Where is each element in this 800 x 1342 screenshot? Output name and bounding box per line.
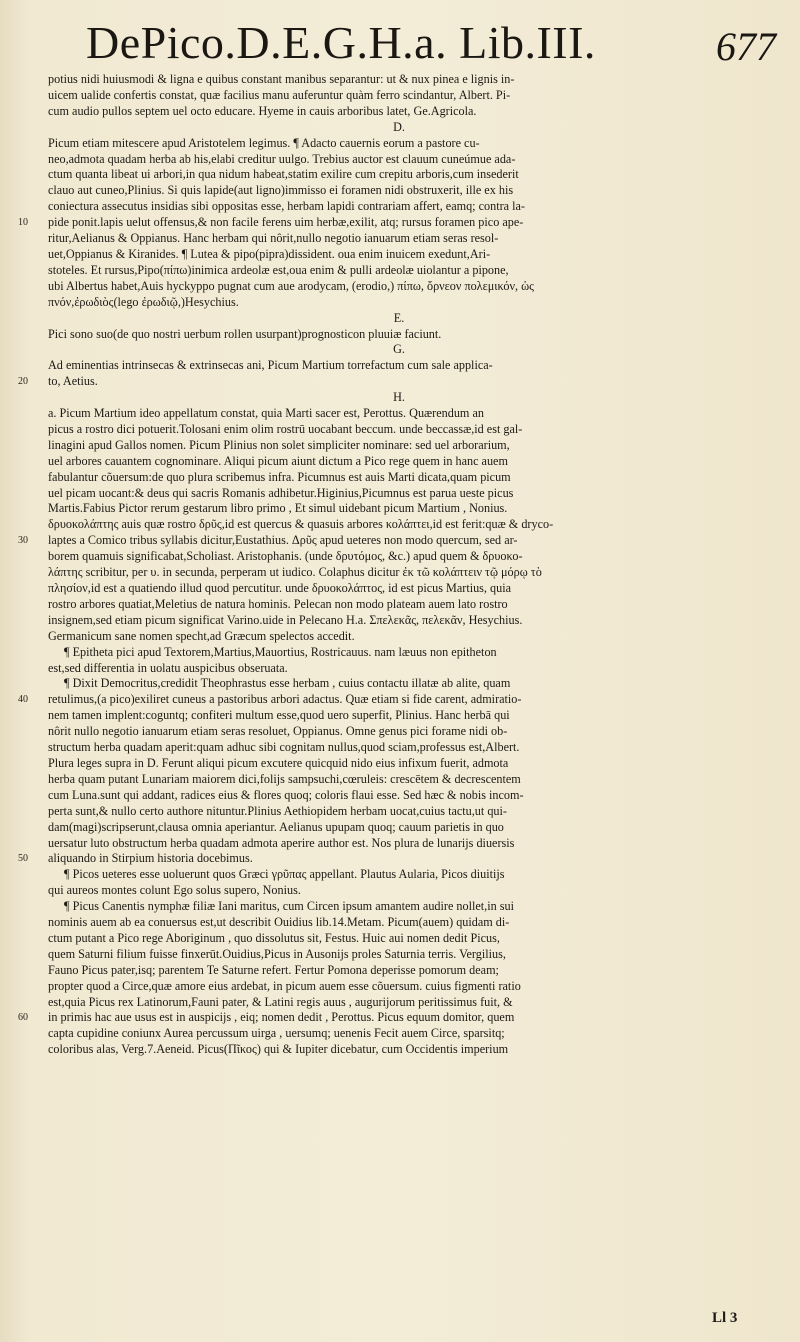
text-line bbox=[18, 708, 780, 724]
text-line bbox=[18, 565, 780, 581]
text-line bbox=[18, 963, 780, 979]
line-text: aliquando in Stirpium historia docebimus. bbox=[48, 851, 253, 866]
text-line bbox=[18, 295, 780, 311]
line-number: 20 bbox=[18, 376, 28, 388]
line-text: ¶ Dixit Democritus,credidit Theophrastus esse herbam , cuius contactu illatæ ab alite, quam bbox=[64, 676, 511, 691]
text-line bbox=[18, 724, 780, 740]
line-text: capta cupidine coniunx Aurea percussum uirga , uersumq; uenenis Fecit auem Circe, sparsitq; bbox=[48, 1026, 505, 1041]
line-text: structum herba quadam aperit:quam adhuc sibi cognitam nullus,quod sciam,professus est,Albert. bbox=[48, 740, 520, 755]
line-text: potius nidi huiusmodi & ligna e quibus constant manibus separantur: ut & nux pinea e lignis in- bbox=[48, 72, 515, 86]
text-line bbox=[18, 899, 780, 915]
line-text: ritur,Aelianus & Oppianus. Hanc herbam qui nôrit,nullo negotio ianuarum etiam seras resol- bbox=[48, 231, 499, 246]
text-line bbox=[18, 549, 780, 565]
line-text: retulimus,(a pico)exiliret cuneus a pastoribus arbori adactus. Quæ etiam si fide carent, admiratio- bbox=[48, 692, 522, 707]
line-text: to, Aetius. bbox=[48, 374, 98, 389]
text-line bbox=[18, 661, 780, 677]
page-header bbox=[86, 14, 776, 72]
text-line bbox=[18, 915, 780, 931]
text-line bbox=[18, 501, 780, 517]
text-line bbox=[18, 788, 780, 804]
line-text: est,sed differentia in uolatu auspicibus obseruata. bbox=[48, 660, 288, 675]
line-text: fabulantur cõuersum:de quo plura scribemus infra. Picumnus est auis Marti dicata,quam picum bbox=[48, 469, 511, 484]
text-line bbox=[18, 327, 780, 343]
text-line bbox=[18, 597, 780, 613]
line-text: a. Picum Martium ideo appellatum constat, quia Marti sacer est, Perottus. Quærendum an bbox=[48, 406, 484, 421]
line-text: E. bbox=[393, 310, 405, 325]
line-text: in primis hac aue usus est in auspicijs , eiq; nomen dedit , Perottus. Picus equum domitor, quem bbox=[48, 1010, 515, 1025]
text-line bbox=[18, 676, 780, 692]
line-text: Germanicum sane nomen specht,ad Græcum spelectos accedit. bbox=[48, 628, 355, 643]
line-text: borem quamuis significabat,Scholiast. Aristophanis. (unde δρυτόμος, &c.) apud quem & δρυοκο- bbox=[48, 549, 523, 564]
text-line bbox=[18, 167, 780, 183]
text-line bbox=[18, 231, 780, 247]
page-number: 677 bbox=[716, 24, 776, 69]
line-text: est,quia Picus rex Latinorum,Fauni pater, & Latini regis auus , augurijorum peritissimus fuit, & bbox=[48, 994, 513, 1009]
line-text: pide ponit.lapis uelut offensus,& non facile ferens uim herbæ,exilit, atq; rursus foramen pico ape- bbox=[48, 215, 524, 230]
text-line bbox=[18, 279, 780, 295]
text-line bbox=[18, 183, 780, 199]
line-text: uet,Oppianus & Kiranides. ¶ Lutea & pipo(pipra)dissident. oua enim inuicem exedunt,Ari- bbox=[48, 246, 491, 261]
section-letter bbox=[18, 311, 780, 327]
running-title: DePico.D.E.G.H.a. Lib.III. bbox=[86, 17, 596, 68]
section-letter bbox=[18, 342, 780, 358]
text-line bbox=[18, 867, 780, 883]
line-text: clauo aut cuneo,Plinius. Si quis lapide(aut ligno)immisso ei foramen nidi obstruxerit, ille ex his bbox=[48, 183, 514, 198]
text-line bbox=[18, 581, 780, 597]
text-line bbox=[18, 533, 780, 549]
line-text: qui aureos montes colunt Ego solus supero, Nonius. bbox=[48, 883, 301, 898]
section-letter bbox=[18, 120, 780, 136]
line-text: neo,admota quadam herba ab his,elabi creditur uulgo. Trebius auctor est clauum cuneúmue ada- bbox=[48, 151, 516, 166]
line-text: dam(magi)scripserunt,clausa omnia aperiantur. Aelianus upupam quoq; cauum parietis in quo bbox=[48, 819, 504, 834]
text-line bbox=[18, 215, 780, 231]
body-text bbox=[18, 72, 780, 1058]
line-text: uicem ualide confertis constat, quæ facilius manu auferuntur quàm ferro scindantur, Albert. Pi- bbox=[48, 87, 511, 102]
text-line bbox=[18, 804, 780, 820]
text-line bbox=[18, 629, 780, 645]
line-text: ¶ Picus Canentis nymphæ filiæ Iani maritus, cum Circen ipsum amantem audire nollet,in sui bbox=[64, 899, 514, 914]
text-line bbox=[18, 1010, 780, 1026]
text-line bbox=[18, 995, 780, 1011]
text-line bbox=[18, 72, 780, 88]
line-text: uel arbores cauantem cognominare. Aliqui picum aiunt dictum a Pico rege quem in hanc auem bbox=[48, 453, 508, 468]
line-text: uel picam uocant:& deus qui sacris Romanis adhibetur.Higinius,Picumnus est parua ueste picus bbox=[48, 485, 514, 500]
text-line bbox=[18, 199, 780, 215]
line-text: ¶ Picos ueteres esse uoluerunt quos Græci γρῦπας appellant. Plautus Aularia, Picos diuitijs bbox=[64, 867, 505, 882]
line-text: nem tamen implent:coguntq; confiteri multum esse,quod uero superfit, Plinius. Hanc herbā qui bbox=[48, 708, 510, 723]
text-line bbox=[18, 438, 780, 454]
signature-mark: Ll 3 bbox=[712, 1310, 738, 1326]
text-line bbox=[18, 152, 780, 168]
line-text: coloribus alas, Verg.7.Aeneid. Picus(Πῖκος) qui & Iupiter dicebatur, cum Occidentis imperium bbox=[48, 1042, 509, 1057]
text-line bbox=[18, 851, 780, 867]
text-line bbox=[18, 374, 780, 390]
text-line bbox=[18, 613, 780, 629]
line-text: Pici sono suo(de quo nostri uerbum rollen usurpant)prognosticon pluuiæ faciunt. bbox=[48, 326, 442, 341]
text-line bbox=[18, 883, 780, 899]
text-line bbox=[18, 422, 780, 438]
line-text: nôrit nullo negotio ianuarum etiam seras resoluet, Oppianus. Omne genus pici forame nidi ob- bbox=[48, 724, 508, 739]
line-text: uersatur luto obstructum herba quadam admota aperire author est. Nos plura de lunarijs diuersis bbox=[48, 835, 515, 850]
line-text: Fauno Picus pater,isq; parentem Te Saturne refert. Fertur Pomona deperisse pomorum deam; bbox=[48, 962, 499, 977]
line-text: propter quod a Circe,quæ amore eius ardebat, in picum auem esse cõuersum. cuius figmenti ratio bbox=[48, 978, 521, 993]
line-text: Ad eminentias intrinsecas & extrinsecas ani, Picum Martium torrefactum cum sale applica- bbox=[48, 358, 493, 373]
line-text: ctum putant a Pico rege Aboriginum , quo dissolutus sit, Festus. Huic aui nomen dedit Picus, bbox=[48, 930, 500, 945]
text-line bbox=[18, 692, 780, 708]
line-number: 30 bbox=[18, 535, 28, 547]
section-letter bbox=[18, 390, 780, 406]
text-line bbox=[18, 931, 780, 947]
line-text: G. bbox=[393, 342, 405, 357]
text-line bbox=[18, 820, 780, 836]
line-text: Martis.Fabius Pictor rerum gestarum libro primo , Et simul uidebant picum Martium , Nonius. bbox=[48, 501, 508, 516]
line-text: quem Saturni filium fuisse finxerūt.Ouidius,Picus in Ausonijs proles Saturnia terris. Vergilius, bbox=[48, 946, 506, 961]
line-text: linagini apud Gallos nomen. Picum Plinius non solet simpliciter nominare: sed uel arborarium, bbox=[48, 437, 510, 452]
text-line bbox=[18, 1042, 780, 1058]
text-line bbox=[18, 104, 780, 120]
line-text: laptes a Comico tribus syllabis dicitur,Eustathius. Δρῦς apud ueteres non modo quercum, sed ar- bbox=[48, 533, 518, 548]
text-line bbox=[18, 756, 780, 772]
line-number: 40 bbox=[18, 694, 28, 706]
line-number: 60 bbox=[18, 1012, 28, 1024]
text-line bbox=[18, 979, 780, 995]
line-text: ¶ Epitheta pici apud Textorem,Martius,Mauortius, Rostricauus. nam læuus non epitheton bbox=[64, 644, 497, 659]
line-number: 50 bbox=[18, 853, 28, 865]
text-line bbox=[18, 645, 780, 661]
text-line bbox=[18, 740, 780, 756]
text-line bbox=[18, 947, 780, 963]
line-text: Picum etiam mitescere apud Aristotelem legimus. ¶ Adacto cauernis eorum a pastore cu- bbox=[48, 135, 480, 150]
line-text: δρυοκολάπτης auis quæ rostro δρῦς,id est quercus & quasuis arbores κολάπτει,id est ferit:quæ & dryco- bbox=[48, 517, 554, 532]
text-line bbox=[18, 88, 780, 104]
line-text: perta sunt,& nullo certo authore nituntur.Plinius Aethiopidem herbam uocat,cuius tactu,ut qui- bbox=[48, 803, 507, 818]
line-text: insignem,sed etiam picum significat Varino.uide in Pelecano H.a. Σπελεκᾶς, πελεκᾶν, Hesychius. bbox=[48, 612, 523, 627]
text-line bbox=[18, 1026, 780, 1042]
line-text: herba quam putant Lunariam maiorem dici,folijs sampsuchi,cœruleis: crescētem & decrescentem bbox=[48, 771, 521, 786]
line-text: H. bbox=[393, 390, 405, 405]
line-text: coniectura assecutus insidias sibi oppositas esse, herbam lapidi contrariam affert, eamq; contra la- bbox=[48, 199, 525, 214]
line-text: ctum quanta libeat ui arbori,in qua nidum habeat,statim exilire cum crepitu arboris,cum insederit bbox=[48, 167, 519, 182]
text-line bbox=[18, 263, 780, 279]
text-line bbox=[18, 470, 780, 486]
text-line bbox=[18, 454, 780, 470]
line-text: cum Luna.sunt qui addant, radices eius & flores quoq; coloris flaui esse. Sed hæc & nobis incom- bbox=[48, 787, 524, 802]
text-line bbox=[18, 486, 780, 502]
line-text: πλησίον,id est a quatiendo illud quod percutitur. unde δρυοκολάπτος, id est picus Martius, quia bbox=[48, 581, 512, 595]
text-line bbox=[18, 772, 780, 788]
text-line bbox=[18, 358, 780, 374]
text-line bbox=[18, 517, 780, 533]
line-text: rostro arbores quatiat,Meletius de natura hominis. Pelecan non modo plateam auem lato rostro bbox=[48, 596, 508, 611]
text-line bbox=[18, 406, 780, 422]
line-text: λάπτης scribitur, per υ. in secunda, perperam ut iudico. Colaphus dicitur ἐκ τῶ κολάπτειν τῷ μόρῳ τὸ bbox=[48, 565, 542, 580]
text-line bbox=[18, 836, 780, 852]
line-text: D. bbox=[393, 119, 405, 134]
line-text: stoteles. Et rursus,Pipo(πίπω)inimica ardeolæ est,oua enim & pulli ardeolæ uiolantur a pipone, bbox=[48, 262, 509, 277]
line-text: πνόν,ἐρωδιὸς(lego ἐρωδιῷ,)Hesychius. bbox=[48, 294, 239, 309]
line-text: Plura leges supra in D. Ferunt aliqui picum excutere quicquid nido eius infixum fuerit, admota bbox=[48, 755, 509, 770]
line-text: nominis auem ab ea conuersus est,ut describit Ouidius lib.14.Metam. Picum(auem) quidam di- bbox=[48, 915, 510, 930]
text-line bbox=[18, 247, 780, 263]
line-text: ubi Albertus habet,Auis hyckyppo pugnat cum aue arodycam, (erodio,) πίπω, ὄρνεον πολεμικόν, ὡς bbox=[48, 278, 534, 293]
line-text: picus a rostro dici potuerit.Tolosani enim olim rostrū uocabant beccum. unde beccassæ,id est gal- bbox=[48, 421, 523, 436]
line-text: cum audio pullos septem uel octo educare. Hyeme in cauis arboribus latet, Ge.Agricola. bbox=[48, 103, 477, 118]
line-number: 10 bbox=[18, 217, 28, 229]
text-line bbox=[18, 136, 780, 152]
